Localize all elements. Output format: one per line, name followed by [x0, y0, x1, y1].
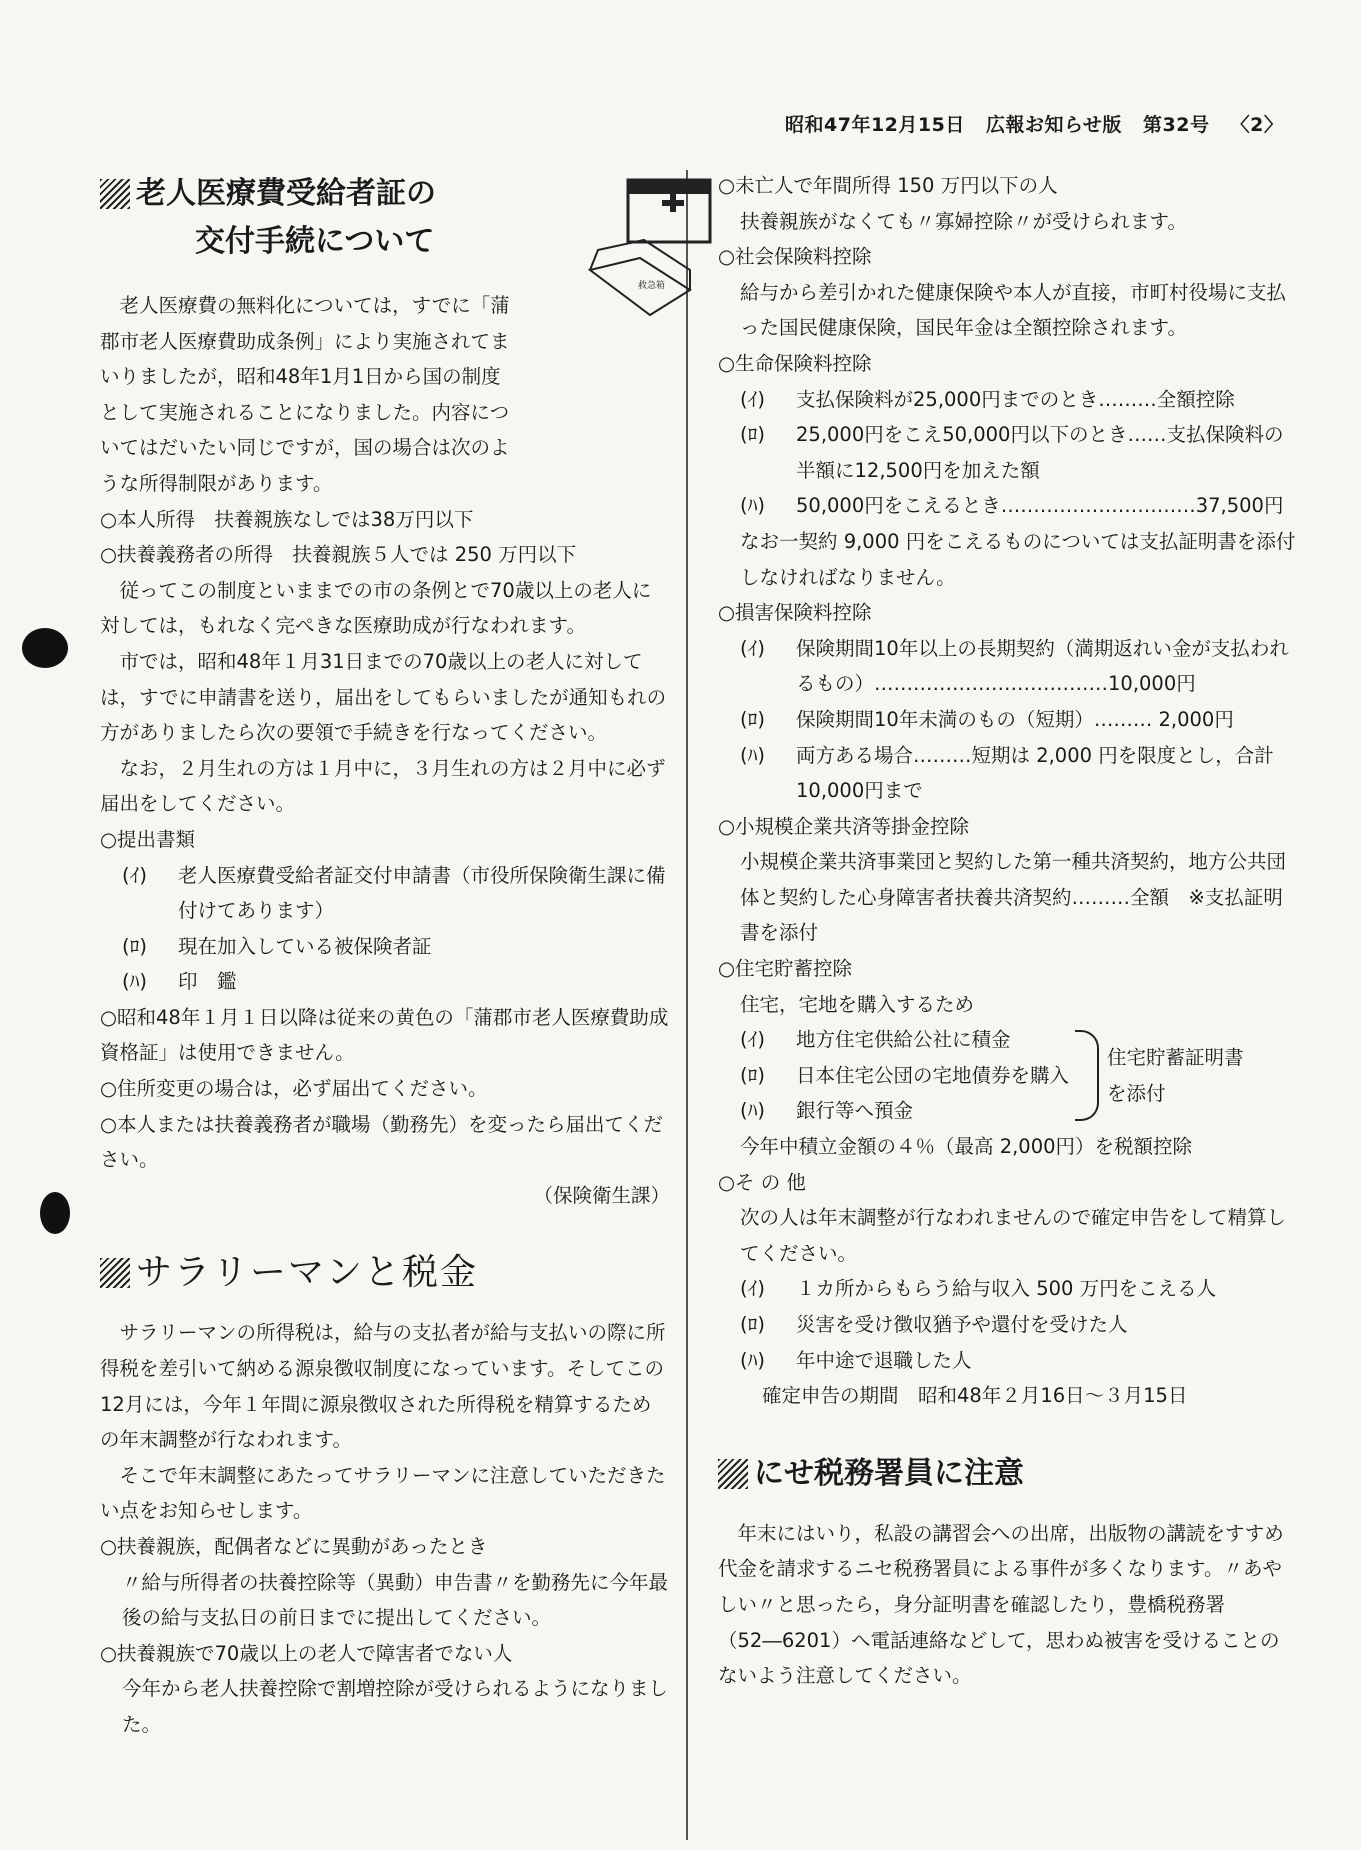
article1-para2: 従ってこの制度といままでの市の条例とで70歳以上の老人に対しては，もれなく完ぺきな医療助成が行なわれます。 — [100, 578, 652, 638]
list-item — [718, 702, 1298, 738]
item-text: 印 鑑 — [178, 970, 237, 994]
item-key: (ﾛ) — [740, 1063, 765, 1087]
article2-s1-text: 〃給与所得者の扶養控除等（異動）申告書〃を勤務先に今年最後の給与支払日の前日までに提出してください。 — [122, 1570, 669, 1630]
hatch-mark-icon — [100, 1258, 130, 1288]
hatch-mark-icon — [718, 1459, 748, 1489]
list-item — [718, 1093, 1069, 1129]
item-text: 保険期間10年未満のもの（短期）……… 2,000円 — [796, 707, 1234, 731]
brace-icon — [1075, 1030, 1099, 1121]
article3-title: にせ税務署員に注意 — [718, 1450, 1298, 1498]
list-item — [718, 1058, 1069, 1094]
item-text: 地方住宅供給公社に積金 — [796, 1028, 1011, 1052]
article2-s4-heading: ○社会保険料控除 — [718, 245, 872, 269]
article2-s5-heading: ○生命保険料控除 — [718, 351, 872, 375]
column-divider — [686, 170, 688, 1840]
article1-note-2: ○住所変更の場合は，必ず届出てください。 — [100, 1077, 488, 1101]
doc-item — [100, 964, 670, 1000]
list-item — [718, 1022, 1069, 1058]
item-text: １カ所からもらう給与収入 500 万円をこえる人 — [796, 1277, 1217, 1301]
right-column — [718, 168, 1298, 1694]
item-key: (ﾛ) — [122, 934, 147, 958]
hatch-mark-icon — [100, 179, 130, 209]
item-key: (ｲ) — [740, 1277, 765, 1301]
header-date: 昭和47年12月15日 — [785, 114, 965, 136]
brace-note: 住宅貯蓄証明書を添付 — [1107, 1046, 1244, 1105]
article1-limit-1: ○本人所得 扶養親族なしでは38万円以下 — [100, 507, 474, 531]
item-key: (ﾊ) — [122, 970, 147, 994]
article1-limit-2: ○扶養義務者の所得 扶養親族５人では 250 万円以下 — [100, 543, 577, 567]
item-key: (ｲ) — [740, 1028, 765, 1052]
page-header — [785, 110, 1305, 137]
header-issue: 第32号 — [1143, 114, 1210, 136]
article1-title-line1: 老人医療費受給者証の — [136, 176, 436, 211]
item-key: (ﾊ) — [740, 1099, 765, 1123]
article2-title: サラリーマンと税金 — [100, 1249, 670, 1297]
doc-item — [100, 858, 670, 929]
list-item — [718, 1343, 1298, 1379]
list-item — [718, 1307, 1298, 1343]
article1-title-line2: 交付手続について — [195, 224, 435, 259]
medical-box-illustration — [580, 170, 720, 320]
article3-text: 年末にはいり，私設の講習会への出席，出版物の講読をすすめ代金を請求するニセ税務署員による事件が多くなります。〃あやしい〃と思ったら，身分証明書を確認したり，豊橋税務署（52―6201）へ電話連絡などして，思わぬ被害を受けることのないよう注意してください。 — [718, 1521, 1284, 1688]
item-text: 災害を受け徴収猶予や還付を受けた人 — [796, 1313, 1128, 1336]
list-item — [718, 738, 1298, 809]
item-key: (ｲ) — [122, 863, 147, 887]
docs-heading: ○提出書類 — [100, 827, 196, 851]
item-key: (ｲ) — [740, 387, 765, 411]
list-item — [718, 382, 1298, 418]
article1-note-1: ○昭和48年１月１日以降は従来の黄色の「蒲郡市老人医療費助成資格証」は使用できません。 — [100, 1005, 669, 1065]
header-page-number: 〈2〉 — [1230, 114, 1284, 136]
item-key: (ｲ) — [740, 636, 765, 660]
article2-s5-note: なお一契約 9,000 円をこえるものについては支払証明書を添付しなければなりません。 — [740, 529, 1296, 589]
article2-s9-heading: ○そ の 他 — [718, 1170, 806, 1194]
housing-savings-group — [718, 1022, 1298, 1129]
article1-department: （保険衛生課） — [533, 1183, 670, 1207]
item-key: (ﾊ) — [740, 1348, 765, 1372]
item-text: 日本住宅公団の宅地債券を購入 — [796, 1063, 1070, 1087]
item-key: (ﾛ) — [740, 707, 765, 731]
article1-para3: 市では，昭和48年１月31日までの70歳以上の老人に対しては，すでに申請書を送り，届出をしてもらいましたが通知もれの方がありましたら次の要領で手続きを行なってください。 — [100, 649, 667, 745]
article2-s3-text: 扶養親族がなくても〃寡婦控除〃が受けられます。 — [740, 209, 1187, 233]
item-key: (ﾊ) — [740, 743, 765, 767]
ink-blot-2 — [40, 1192, 70, 1234]
article2-s2-text: 今年から老人扶養控除で割増控除が受けられるようになりました。 — [122, 1677, 669, 1736]
doc-item — [100, 929, 670, 965]
item-text: 保険期間10年以上の長期契約（満期返れい金が支払われるもの）………………………………10,000円 — [796, 636, 1289, 696]
article2-s3-heading: ○未亡人で年間所得 150 万円以下の人 — [718, 174, 1058, 197]
item-key: (ﾛ) — [740, 1313, 765, 1336]
list-item — [718, 417, 1298, 488]
article1-para1: 老人医療費の無料化については，すでに「蒲郡市老人医療費助成条例」により実施されてまいりましたが，昭和48年1月1日から国の制度として実施されることになりました。内容についてはだいたい同じですが，国の場合は次のような所得制限があります。 — [100, 294, 510, 495]
article2-para1: サラリーマンの所得税は，給与の支払者が給与支払いの際に所得税を差引いて納める源泉徴収制度になっています。そしてこの12月には，今年１年間に源泉徴収された所得税を精算するための年末調整が行なわれます。 — [100, 1321, 666, 1452]
header-edition: 広報お知らせ版 — [985, 114, 1122, 136]
item-text: 50,000円をこえるとき…………………………37,500円 — [796, 494, 1284, 518]
article1-para4: なお，２月生れの方は１月中に，３月生れの方は２月中に必ず届出をしてください。 — [100, 756, 666, 816]
article2-s9-period: 確定申告の期間 昭和48年２月16日～３月15日 — [762, 1384, 1188, 1408]
article2-s2-heading: ○扶養親族で70歳以上の老人で障害者でない人 — [100, 1641, 513, 1665]
article2-s1-heading: ○扶養親族，配偶者などに異動があったとき — [100, 1535, 488, 1558]
article2-s8-note: 今年中積立金額の４％（最高 2,000円）を税額控除 — [740, 1135, 1193, 1159]
article2-s4-text: 給与から差引かれた健康保険や本人が直接，市町村役場に支払った国民健康保険，国民年金は全額控除されます。 — [740, 280, 1287, 340]
article2-s8-intro: 住宅，宅地を購入するため — [740, 992, 975, 1016]
item-text: 年中途で退職した人 — [796, 1348, 972, 1372]
article2-s8-heading: ○住宅貯蓄控除 — [718, 957, 853, 981]
left-column — [100, 170, 670, 1743]
item-text: 現在加入している被保険者証 — [178, 934, 432, 958]
list-item — [718, 488, 1298, 524]
ink-blot-1 — [22, 628, 68, 668]
box-label: 救急箱 — [638, 281, 666, 291]
item-text: 銀行等へ預金 — [796, 1099, 914, 1123]
article2-para2: そこで年末調整にあたってサラリーマンに注意していただきたい点をお知らせします。 — [100, 1463, 666, 1523]
item-key: (ﾊ) — [740, 494, 765, 518]
item-text: 支払保険料が25,000円までのとき………全額控除 — [796, 387, 1235, 411]
list-item — [718, 1271, 1298, 1307]
list-item — [718, 631, 1298, 702]
item-key: (ﾛ) — [740, 423, 765, 447]
article2-s7-text: 小規模企業共済事業団と契約した第一種共済契約，地方公共団体と契約した心身障害者扶養共済契約………全額 ※支払証明書を添付 — [740, 850, 1287, 945]
item-text: 両方ある場合………短期は 2,000 円を限度とし，合計10,000円まで — [796, 743, 1274, 803]
article2-s7-heading: ○小規模企業共済等掛金控除 — [718, 814, 970, 838]
article2-s6-heading: ○損害保険料控除 — [718, 601, 872, 625]
item-text: 老人医療費受給者証交付申請書（市役所保険衛生課に備付けてあります） — [178, 863, 666, 923]
article2-s9-text: 次の人は年末調整が行なわれませんので確定申告をして精算してください。 — [740, 1206, 1287, 1265]
article1-note-3: ○本人または扶養義務者が職場（勤務先）を変ったら届出てください。 — [100, 1112, 664, 1172]
item-text: 25,000円をこえ50,000円以下のとき……支払保険料の半額に12,500円を加えた額 — [796, 423, 1284, 482]
